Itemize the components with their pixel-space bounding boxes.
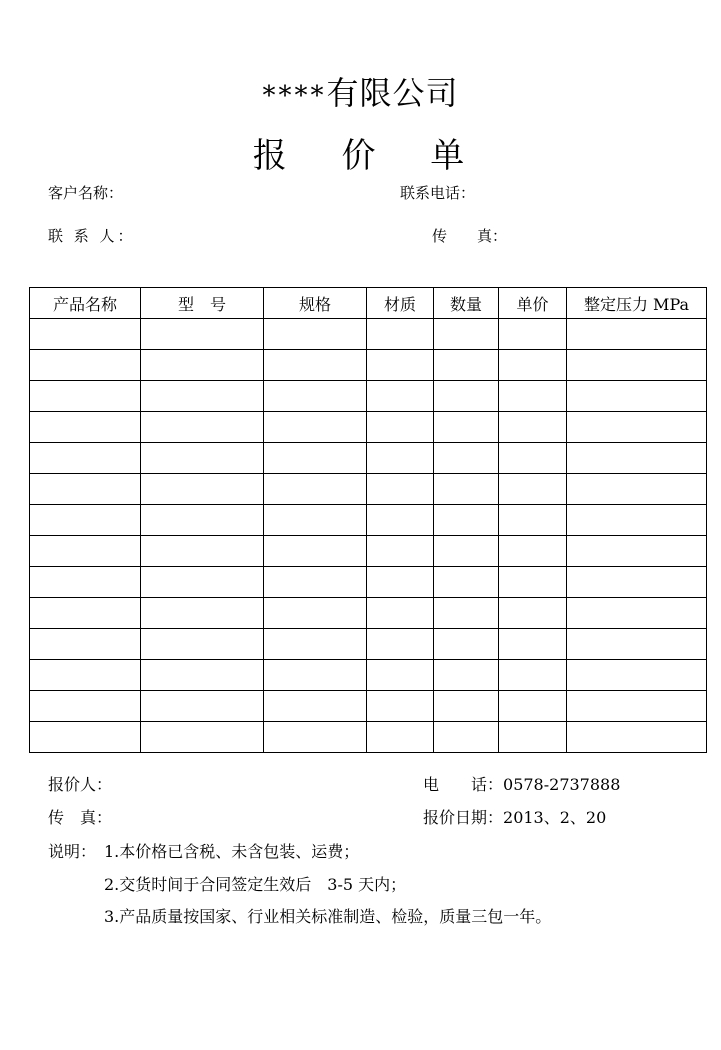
table-cell	[30, 412, 141, 443]
table-header-row	[30, 288, 707, 319]
table-row	[30, 598, 707, 629]
table-cell	[264, 412, 367, 443]
table-cell	[434, 660, 499, 691]
table-cell	[367, 443, 434, 474]
table-cell	[30, 536, 141, 567]
table-cell	[264, 505, 367, 536]
table-cell	[367, 350, 434, 381]
table-row	[30, 350, 707, 381]
table-cell	[434, 629, 499, 660]
company-name	[0, 68, 721, 114]
table-cell	[30, 691, 141, 722]
table-cell	[30, 629, 141, 660]
quote-date-label: 报价日期：	[423, 808, 504, 827]
table-cell	[434, 505, 499, 536]
table-cell	[367, 660, 434, 691]
table-cell	[434, 536, 499, 567]
table-cell	[141, 598, 264, 629]
table-cell	[567, 474, 707, 505]
table-cell	[264, 474, 367, 505]
column-header-spec: 规格	[264, 288, 367, 319]
table-cell	[567, 722, 707, 753]
table-row	[30, 629, 707, 660]
table-cell	[367, 381, 434, 412]
table-cell	[499, 350, 567, 381]
table-cell	[367, 598, 434, 629]
table-cell	[141, 722, 264, 753]
table-cell	[434, 412, 499, 443]
table-cell	[264, 691, 367, 722]
table-cell	[499, 474, 567, 505]
table-cell	[141, 505, 264, 536]
table-cell	[30, 567, 141, 598]
table-row	[30, 722, 707, 753]
table-cell	[264, 443, 367, 474]
table-cell	[567, 381, 707, 412]
quote-date-value: 2013、2、20	[503, 808, 607, 827]
column-header-set-pressure: 整定压力 MPa	[567, 288, 707, 319]
table-cell	[367, 474, 434, 505]
table-cell	[264, 350, 367, 381]
table-cell	[367, 319, 434, 350]
column-header-unit-price: 单价	[499, 288, 567, 319]
table-cell	[30, 722, 141, 753]
phone-label	[423, 772, 620, 795]
table-cell	[434, 567, 499, 598]
table-cell	[141, 443, 264, 474]
table-cell	[567, 536, 707, 567]
table-cell	[141, 412, 264, 443]
table-cell	[30, 350, 141, 381]
table-cell	[499, 505, 567, 536]
contact-phone-label: 联系电话：	[400, 184, 476, 202]
table-cell	[567, 598, 707, 629]
table-row	[30, 381, 707, 412]
table-cell	[30, 505, 141, 536]
table-cell	[367, 629, 434, 660]
table-cell	[567, 319, 707, 350]
table-cell	[141, 629, 264, 660]
table-cell	[30, 443, 141, 474]
quoter-label: 报价人：	[48, 775, 113, 794]
table-cell	[499, 319, 567, 350]
table-cell	[499, 722, 567, 753]
table-row	[30, 443, 707, 474]
table-cell	[141, 536, 264, 567]
table-cell	[141, 474, 264, 505]
note-item-2: 2.交货时间于合同签定生效后 3-5 天内；	[104, 875, 407, 894]
note-item-3: 3.产品质量按国家、行业相关标准制造、检验，质量三包一年。	[104, 907, 552, 926]
table-row	[30, 505, 707, 536]
table-cell	[141, 567, 264, 598]
table-row	[30, 567, 707, 598]
column-header-quantity: 数量	[434, 288, 499, 319]
phone-label-text: 电 话：	[423, 775, 504, 794]
table-row	[30, 319, 707, 350]
table-cell	[30, 660, 141, 691]
customer-name-label: 客户名称：	[48, 184, 124, 202]
company-stars: ****	[262, 81, 327, 111]
footer-fax-label: 传 真：	[48, 808, 113, 827]
table-cell	[434, 381, 499, 412]
fax-label: 传 真：	[432, 227, 508, 245]
table-cell	[567, 443, 707, 474]
table-cell	[367, 412, 434, 443]
quote-table	[29, 287, 707, 753]
table-cell	[367, 567, 434, 598]
table-cell	[264, 567, 367, 598]
table-cell	[434, 691, 499, 722]
table-cell	[141, 381, 264, 412]
table-cell	[567, 567, 707, 598]
column-header-product-name: 产品名称	[30, 288, 141, 319]
table-cell	[264, 536, 367, 567]
table-cell	[264, 381, 367, 412]
table-cell	[499, 567, 567, 598]
table-cell	[30, 381, 141, 412]
table-cell	[499, 536, 567, 567]
table-cell	[567, 660, 707, 691]
table-cell	[499, 691, 567, 722]
table-cell	[567, 629, 707, 660]
table-cell	[30, 319, 141, 350]
table-cell	[434, 722, 499, 753]
table-cell	[264, 629, 367, 660]
table-cell	[499, 381, 567, 412]
table-cell	[567, 412, 707, 443]
table-cell	[367, 691, 434, 722]
table-cell	[264, 319, 367, 350]
table-cell	[367, 536, 434, 567]
table-cell	[141, 319, 264, 350]
phone-value: 0578-2737888	[503, 775, 621, 794]
table-cell	[499, 629, 567, 660]
table-cell	[499, 598, 567, 629]
table-cell	[367, 505, 434, 536]
table-row	[30, 660, 707, 691]
table-cell	[264, 722, 367, 753]
table-cell	[499, 443, 567, 474]
table-cell	[141, 350, 264, 381]
table-cell	[30, 598, 141, 629]
table-cell	[567, 691, 707, 722]
table-row	[30, 691, 707, 722]
document-title: 报 价 单	[252, 136, 487, 176]
table-row	[30, 474, 707, 505]
table-cell	[264, 598, 367, 629]
quote-date	[423, 805, 606, 828]
table-cell	[434, 319, 499, 350]
table-cell	[264, 660, 367, 691]
contact-person-label: 联 系 人：	[48, 227, 136, 245]
table-cell	[141, 691, 264, 722]
table-cell	[567, 505, 707, 536]
note-item-1: 1.本价格已含税、未含包装、运费；	[104, 842, 360, 861]
table-cell	[434, 443, 499, 474]
table-cell	[141, 660, 264, 691]
table-cell	[30, 474, 141, 505]
notes-label: 说明：	[48, 842, 97, 861]
column-header-material: 材质	[367, 288, 434, 319]
table-cell	[434, 350, 499, 381]
table-row	[30, 536, 707, 567]
column-header-model: 型 号	[141, 288, 264, 319]
table-cell	[567, 350, 707, 381]
table-cell	[499, 412, 567, 443]
table-cell	[367, 722, 434, 753]
table-cell	[434, 474, 499, 505]
table-cell	[434, 598, 499, 629]
table-cell	[499, 660, 567, 691]
company-name-text: 有限公司	[326, 74, 459, 112]
table-row	[30, 412, 707, 443]
